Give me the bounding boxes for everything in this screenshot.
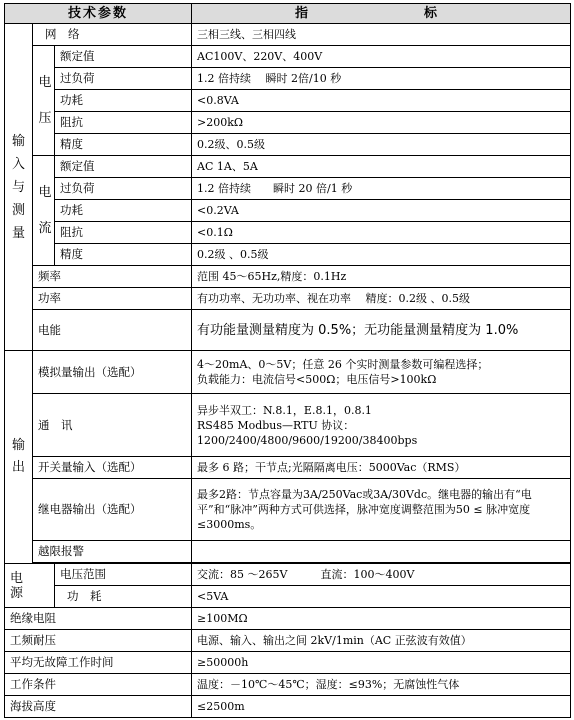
- header-indicator: 指 标: [192, 4, 571, 24]
- voltage-group-label: 电压: [33, 46, 55, 156]
- relay-output-value: 最多2路：节点容量为3A/250Vac或3A/30Vdc。继电器的输出有“电平”和“脉冲”两种方式可供选择，脉冲宽度调整范围为50 ≤ 脉冲宽度 ≤3000ms。: [192, 479, 571, 541]
- current-rated-value: AC 1A、5A: [192, 156, 571, 178]
- current-accuracy-value: 0.2级 、0.5级: [192, 244, 571, 266]
- voltage-overload-label: 过负荷: [55, 68, 192, 90]
- table-row: [5, 244, 571, 266]
- switch-input-label: 开关量输入（选配）: [33, 457, 192, 479]
- frequency-label: 频率: [33, 266, 192, 288]
- table-row: [5, 200, 571, 222]
- analog-output-label: 模拟量输出（选配）: [33, 351, 192, 394]
- table-row: [5, 112, 571, 134]
- power-value: 有功功率、无功功率、视在功率 精度：0.2级 、0.5级: [192, 288, 571, 310]
- table-row: [5, 586, 571, 608]
- current-group-label: 电流: [33, 156, 55, 266]
- table-row: [5, 24, 571, 46]
- working-conditions-value: 温度：－10℃～45℃；湿度：≤93%；无腐蚀性气体: [192, 674, 571, 696]
- supply-consumption-label: 功 耗: [55, 586, 192, 608]
- working-conditions-label: 工作条件: [5, 674, 192, 696]
- frequency-value: 范围 45～65Hz,精度：0.1Hz: [192, 266, 571, 288]
- voltage-impedance-value: >200kΩ: [192, 112, 571, 134]
- voltage-overload-value: 1.2 倍持续 瞬时 2倍/10 秒: [192, 68, 571, 90]
- voltage-impedance-label: 阻抗: [55, 112, 192, 134]
- table-row: [5, 696, 571, 718]
- withstand-voltage-label: 工频耐压: [5, 630, 192, 652]
- power-label: 功率: [33, 288, 192, 310]
- altitude-label: 海拔高度: [5, 696, 192, 718]
- energy-label: 电能: [33, 310, 192, 351]
- voltage-consumption-label: 功耗: [55, 90, 192, 112]
- network-label: 网 络: [33, 24, 192, 46]
- table-row: [5, 288, 571, 310]
- voltage-rated-label: 额定值: [55, 46, 192, 68]
- table-row: [5, 630, 571, 652]
- table-row: [5, 222, 571, 244]
- power-supply-label: 电 源: [5, 564, 55, 608]
- table-row: [5, 134, 571, 156]
- analog-output-value: 4～20mA、0～5V；任意 26 个实时测量参数可编程选择； 负载能力：电流信号<500Ω；电压信号>100kΩ: [192, 351, 571, 394]
- input-category-label: 输入与测量: [5, 24, 33, 351]
- table-row: [5, 178, 571, 200]
- table-row: [5, 156, 571, 178]
- table-row: [5, 90, 571, 112]
- communication-label: 通 讯: [33, 394, 192, 457]
- table-row: [5, 564, 571, 586]
- withstand-voltage-value: 电源、输入、输出之间 2kV/1min（AC 正弦波有效值）: [192, 630, 571, 652]
- table-row: [5, 608, 571, 630]
- current-overload-label: 过负荷: [55, 178, 192, 200]
- voltage-accuracy-label: 精度: [55, 134, 192, 156]
- relay-output-label: 继电器输出（选配）: [33, 479, 192, 541]
- current-consumption-label: 功耗: [55, 200, 192, 222]
- table-row: [5, 674, 571, 696]
- table-row: [5, 541, 571, 563]
- network-value: 三相三线、三相四线: [192, 24, 571, 46]
- table-row: [5, 351, 571, 394]
- insulation-value: ≥100MΩ: [192, 608, 571, 630]
- switch-input-value: 最多 6 路；干节点;光隔隔离电压：5000Vac（RMS）: [192, 457, 571, 479]
- limit-alarm-value: [192, 541, 571, 563]
- communication-value: 异步半双工：N.8.1，E.8.1，0.8.1 RS485 Modbus—RTU 协议： 1200/2400/4800/9600/19200/38400bps: [192, 394, 571, 457]
- current-accuracy-label: 精度: [55, 244, 192, 266]
- spec-table: [4, 3, 571, 718]
- table-row: [5, 266, 571, 288]
- table-row: [5, 46, 571, 68]
- insulation-label: 绝缘电阻: [5, 608, 192, 630]
- altitude-value: ≤2500m: [192, 696, 571, 718]
- table-row: [5, 68, 571, 90]
- voltage-consumption-value: <0.8VA: [192, 90, 571, 112]
- table-row: [5, 479, 571, 541]
- table-row: [5, 457, 571, 479]
- table-row: [5, 652, 571, 674]
- current-impedance-value: <0.1Ω: [192, 222, 571, 244]
- voltage-accuracy-value: 0.2级、0.5级: [192, 134, 571, 156]
- voltage-rated-value: AC100V、220V、400V: [192, 46, 571, 68]
- table-row: [5, 394, 571, 457]
- energy-value: 有功能量测量精度为 0.5%；无功能量测量精度为 1.0%: [192, 310, 571, 351]
- header-param: 技术参数: [5, 4, 192, 24]
- mtbf-label: 平均无故障工作时间: [5, 652, 192, 674]
- table-row: [5, 310, 571, 351]
- current-consumption-value: <0.2VA: [192, 200, 571, 222]
- current-rated-label: 额定值: [55, 156, 192, 178]
- mtbf-value: ≥50000h: [192, 652, 571, 674]
- supply-range-value: 交流：85 ～265V 直流：100～400V: [192, 564, 571, 586]
- table-header-row: [5, 4, 571, 24]
- output-category-label: 输出: [5, 351, 33, 564]
- current-overload-value: 1.2 倍持续 瞬时 20 倍/1 秒: [192, 178, 571, 200]
- supply-consumption-value: <5VA: [192, 586, 571, 608]
- supply-range-label: 电压范围: [55, 564, 192, 586]
- current-impedance-label: 阻抗: [55, 222, 192, 244]
- limit-alarm-label: 越限报警: [33, 541, 192, 563]
